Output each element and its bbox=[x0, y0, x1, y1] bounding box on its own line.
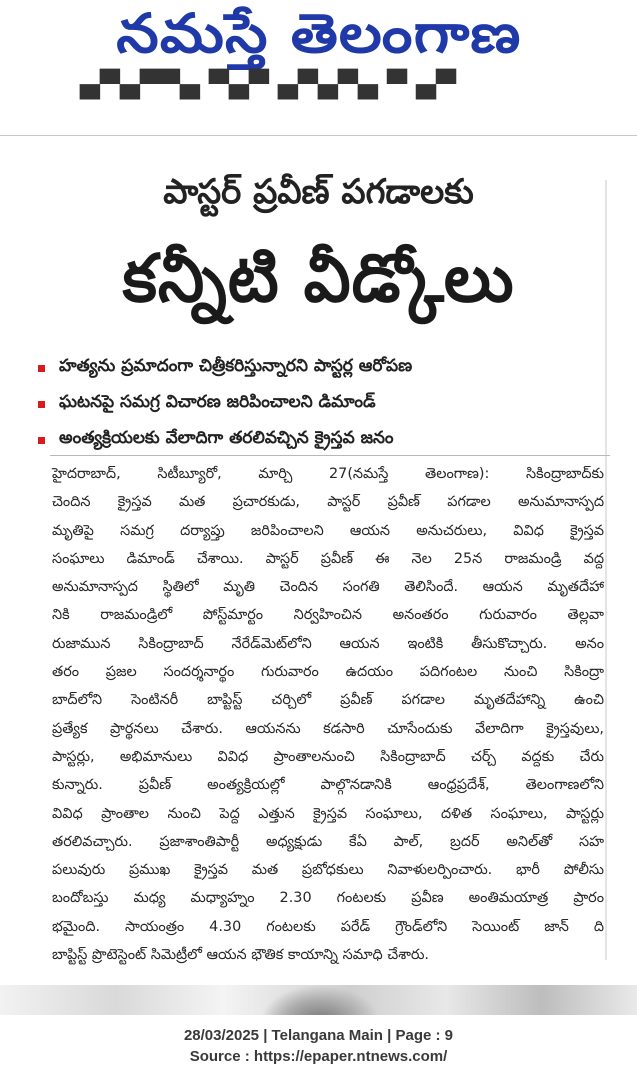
headline-main: కన్నీటి వీడ్కోలు bbox=[122, 240, 515, 317]
bullet-item bbox=[38, 422, 598, 458]
body-line: రుజామున సికింద్రాబాద్ నేరేడ్‌మెట్‌లోని ఆయన ఇంటికి తీసుకొచ్చారు. అనం bbox=[52, 635, 604, 652]
masthead-title: నమస్తే తెలంగాణ bbox=[115, 1, 522, 65]
body-line: మృతిపై సమగ్ర దర్యాప్తు జరిపించాలని ఆయన అనుచరులు, వివిధ క్రైస్తవ bbox=[52, 522, 604, 539]
divider bbox=[0, 135, 637, 136]
body-line: ప్రత్యేక ప్రార్థనలు చేశారు. ఆయనను కడసారి చూసేందుకు వేలాదిగా క్రైస్తవులు, bbox=[52, 720, 604, 737]
bullet-square-icon bbox=[38, 437, 45, 444]
bullet-text: ఘటనపై సమగ్ర విచారణ జరిపించాలని డిమాండ్ bbox=[59, 392, 376, 412]
body-line: బాద్‌లోని సెంటినరీ బాప్టిస్ట్ చర్చిలో ప్రవీణ్ పగడాల మృతదేహాన్ని ఉంచి bbox=[52, 692, 604, 709]
bullet-square-icon bbox=[38, 401, 45, 408]
bullet-item bbox=[38, 386, 598, 422]
bullet-square-icon bbox=[38, 365, 45, 372]
bullet-text: అంత్యక్రియలకు వేలాదిగా తరలివచ్చిన క్రైస్తవ జనం bbox=[59, 428, 394, 448]
headline-kicker: పాస్టర్ ప్రవీణ్ పగడాలకు bbox=[163, 172, 474, 212]
body-line: బాప్టిస్ట్ ప్రొటెస్టెంట్ సిమెట్రీలో ఆయన భౌతిక కాయాన్ని సమాధి చేశారు. bbox=[52, 947, 429, 964]
body-line: బందోబస్తు మధ్య మధ్యాహ్నం 2.30 గంటలకు ప్రవీణ అంతిమయాత్ర ప్రారం bbox=[52, 890, 604, 907]
divider bbox=[50, 455, 610, 456]
article-body bbox=[52, 460, 604, 969]
body-line: హైదరాబాద్, సిటీబ్యూరో, మార్చి 27(నమస్తే తెలంగాణ): సికింద్రాబాద్‌కు bbox=[52, 466, 604, 482]
cut-text-strip bbox=[80, 70, 457, 100]
body-line: తరం ప్రజల సందర్శనార్థం గురువారం ఉదయం పదిగంటల నుంచి సికింద్రా bbox=[52, 664, 604, 681]
body-line: అనుమానాస్పద స్థితిలో మృతి చెందిన సంగతి తెలిసిందే. ఆయన మృతదేహా bbox=[52, 579, 604, 596]
body-line: కున్నారు. ప్రవీణ్ అంత్యక్రియల్లో పాల్గొనడానికి ఆంధ్రప్రదేశ్, తెలంగాణలోని bbox=[52, 777, 604, 794]
body-line: చెందిన క్రైస్తవ మత ప్రచారకుడు, పాస్టర్ ప్రవీణ్ పగడాల అనుమానాస్పద bbox=[52, 494, 604, 511]
body-line: సంఘాలు డిమాండ్ చేశాయి. పాస్టర్ ప్రవీణ్ ఈ నెల 25న రాజమండ్రి వద్ద bbox=[52, 550, 604, 567]
body-line: పాస్టర్లు, అభిమానులు వివిధ ప్రాంతాలనుంచి సికింద్రాబాద్ చర్చ్ వద్దకు చేరు bbox=[52, 748, 604, 765]
body-line: తరలివచ్చారు. ప్రజాశాంతిపార్టీ అధ్యక్షుడు కేఏ పాల్, బ్రదర్ అనిల్‌తో సహ bbox=[52, 833, 604, 850]
masthead bbox=[0, 0, 637, 80]
footer-date-page: 28/03/2025 | Telangana Main | Page : 9 bbox=[183, 1027, 454, 1044]
footer-source: Source : https://epaper.ntnews.com/ bbox=[189, 1048, 448, 1065]
bullet-text: హత్యను ప్రమాదంగా చిత్రీకరిస్తున్నారని పాస్టర్ల ఆరోపణ bbox=[59, 356, 413, 376]
body-line: భమైంది. సాయంత్రం 4.30 గంటలకు పరేడ్ గ్రౌండ్‌లోని సెయింట్ జాన్ ది bbox=[52, 918, 604, 935]
body-line: నికి రాజమండ్రిలో పోస్ట్‌మార్టం నిర్వహించిన అనంతరం గురువారం తెల్లవా bbox=[52, 607, 604, 624]
cut-text-fragment: ▄▀▄▀▀▄ ▀▄▀ ▄▀▄▀▄ ▀ ▄▀ bbox=[80, 70, 457, 100]
body-line: పలువురు ప్రముఖ క్రైస్తవ మత ప్రబోధకులు నివాళులర్పించారు. భారీ పోలీసు bbox=[52, 862, 604, 879]
footer bbox=[0, 1015, 637, 1089]
body-line: వివిధ ప్రాంతాల నుంచి పెద్ద ఎత్తున క్రైస్తవ సంఘాలు, దళిత సంఘాలు, పాస్టర్లు bbox=[52, 805, 604, 822]
bullet-item bbox=[38, 350, 598, 386]
bullet-list bbox=[38, 350, 598, 458]
cropped-photo bbox=[0, 985, 637, 1015]
